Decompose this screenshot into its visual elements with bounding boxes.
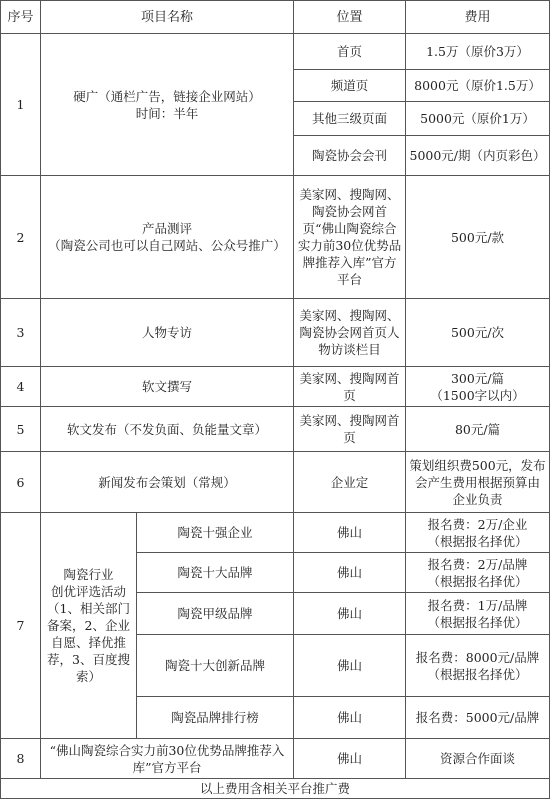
sub-item-name: 陶瓷甲级品牌 bbox=[137, 593, 294, 635]
fee-line: 报名费：2万/企业 bbox=[427, 516, 528, 532]
fee-cell: 5000元/期（内页彩色） bbox=[406, 136, 550, 176]
fee-line: 报名费：8000元/品牌 bbox=[415, 649, 540, 665]
fee-line: （根据报名择优） bbox=[427, 614, 528, 630]
table-row bbox=[1, 367, 550, 407]
fee-line: （根据报名择优） bbox=[427, 666, 528, 682]
location-cell: 佛山 bbox=[294, 697, 406, 739]
item-name-line: 产品测评 bbox=[142, 221, 193, 236]
table-row bbox=[1, 513, 550, 553]
item-name: 软文撰写 bbox=[41, 367, 294, 407]
category-line: （1、相关部门备案，2、企业自愿、择优推荐，3、百度搜索） bbox=[47, 601, 130, 684]
item-name: 软文发布（不发负面、负能量文章） bbox=[41, 407, 294, 452]
sub-item-name: 陶瓷十强企业 bbox=[137, 513, 294, 553]
fee-line: 报名费：1万/品牌 bbox=[427, 597, 528, 613]
header-no: 序号 bbox=[1, 1, 41, 34]
fee-line: 报名费：2万/品牌 bbox=[427, 556, 528, 572]
fee-cell: 报名费：5000元/品牌 bbox=[406, 697, 550, 739]
item-name bbox=[41, 34, 294, 176]
item-name-line: 时间：半年 bbox=[135, 105, 199, 121]
location-cell: 美家网、搜陶网首页 bbox=[294, 407, 406, 452]
location-cell: 其他三级页面 bbox=[294, 102, 406, 136]
fee-cell bbox=[406, 513, 550, 553]
table-row bbox=[1, 407, 550, 452]
fee-cell: 5000元（原价1万） bbox=[406, 102, 550, 136]
fee-cell: 500元/次 bbox=[406, 299, 550, 367]
footer-note: 以上费用含相关平台推广费 bbox=[1, 779, 550, 799]
item-name: 人物专访 bbox=[41, 299, 294, 367]
row-number: 3 bbox=[1, 299, 41, 367]
location-cell: 美家网、搜陶网、陶瓷协会网首页人物访谈栏目 bbox=[294, 299, 406, 367]
location-cell: 佛山 bbox=[294, 553, 406, 593]
row-number: 7 bbox=[1, 513, 41, 739]
location-cell: 美家网、搜陶网首页 bbox=[294, 367, 406, 407]
location-cell: 企业定 bbox=[294, 452, 406, 513]
fee-cell bbox=[406, 635, 550, 697]
row-number: 1 bbox=[1, 34, 41, 176]
sub-item-name: 陶瓷十大创新品牌 bbox=[137, 635, 294, 697]
location-cell: 佛山 bbox=[294, 593, 406, 635]
location-cell: 佛山 bbox=[294, 739, 406, 779]
location-cell: 美家网、搜陶网、陶瓷协会网首页“佛山陶瓷综合实力前30位优势品牌推荐入库”官方平台 bbox=[294, 176, 406, 299]
footer-row bbox=[1, 779, 550, 799]
table-row bbox=[1, 34, 550, 70]
fee-cell bbox=[406, 553, 550, 593]
item-name bbox=[41, 176, 294, 299]
table-row bbox=[1, 176, 550, 299]
table-row bbox=[1, 739, 550, 779]
table-row bbox=[1, 452, 550, 513]
fee-cell: 500元/款 bbox=[406, 176, 550, 299]
fee-cell: 资源合作面谈 bbox=[406, 739, 550, 779]
location-cell: 频道页 bbox=[294, 70, 406, 102]
item-name: “佛山陶瓷综合实力前30位优势品牌推荐入库”官方平台 bbox=[41, 739, 294, 779]
fee-line: （根据报名择优） bbox=[427, 533, 528, 549]
location-cell: 首页 bbox=[294, 34, 406, 70]
location-cell: 佛山 bbox=[294, 513, 406, 553]
fee-cell: 8000元（原价1.5万） bbox=[406, 70, 550, 102]
row-number: 5 bbox=[1, 407, 41, 452]
table-row bbox=[1, 299, 550, 367]
row-number: 6 bbox=[1, 452, 41, 513]
item-name: 新闻发布会策划（常规） bbox=[41, 452, 294, 513]
fee-line: （根据报名择优） bbox=[427, 573, 528, 589]
item-name-line: （陶瓷公司也可以自己网站、公众号推广） bbox=[48, 238, 286, 253]
sub-item-name: 陶瓷品牌排行榜 bbox=[137, 697, 294, 739]
sub-item-name: 陶瓷十大品牌 bbox=[137, 553, 294, 593]
header-name: 项目名称 bbox=[41, 1, 294, 34]
fee-cell: 策划组织费500元，发布会产生费用根据预算由企业负责 bbox=[406, 452, 550, 513]
fee-cell bbox=[406, 367, 550, 407]
category-line: 陶瓷行业 bbox=[63, 567, 114, 582]
fee-cell: 80元/篇 bbox=[406, 407, 550, 452]
row-number: 2 bbox=[1, 176, 41, 299]
row-number: 8 bbox=[1, 739, 41, 779]
fee-line: （1500字以内） bbox=[430, 387, 525, 403]
category-cell bbox=[41, 513, 137, 739]
row-number: 4 bbox=[1, 367, 41, 407]
header-fee: 费用 bbox=[406, 1, 550, 34]
location-cell: 陶瓷协会会刊 bbox=[294, 136, 406, 176]
location-cell: 佛山 bbox=[294, 635, 406, 697]
fee-line: 300元/篇 bbox=[450, 370, 505, 386]
item-name-line: 硬广（通栏广告，链接企业网站） bbox=[73, 88, 261, 104]
header-row bbox=[1, 1, 550, 34]
fee-cell: 1.5万（原价3万） bbox=[406, 34, 550, 70]
fee-cell bbox=[406, 593, 550, 635]
category-line: 创优评选活动 bbox=[50, 584, 126, 599]
header-location: 位置 bbox=[294, 1, 406, 34]
